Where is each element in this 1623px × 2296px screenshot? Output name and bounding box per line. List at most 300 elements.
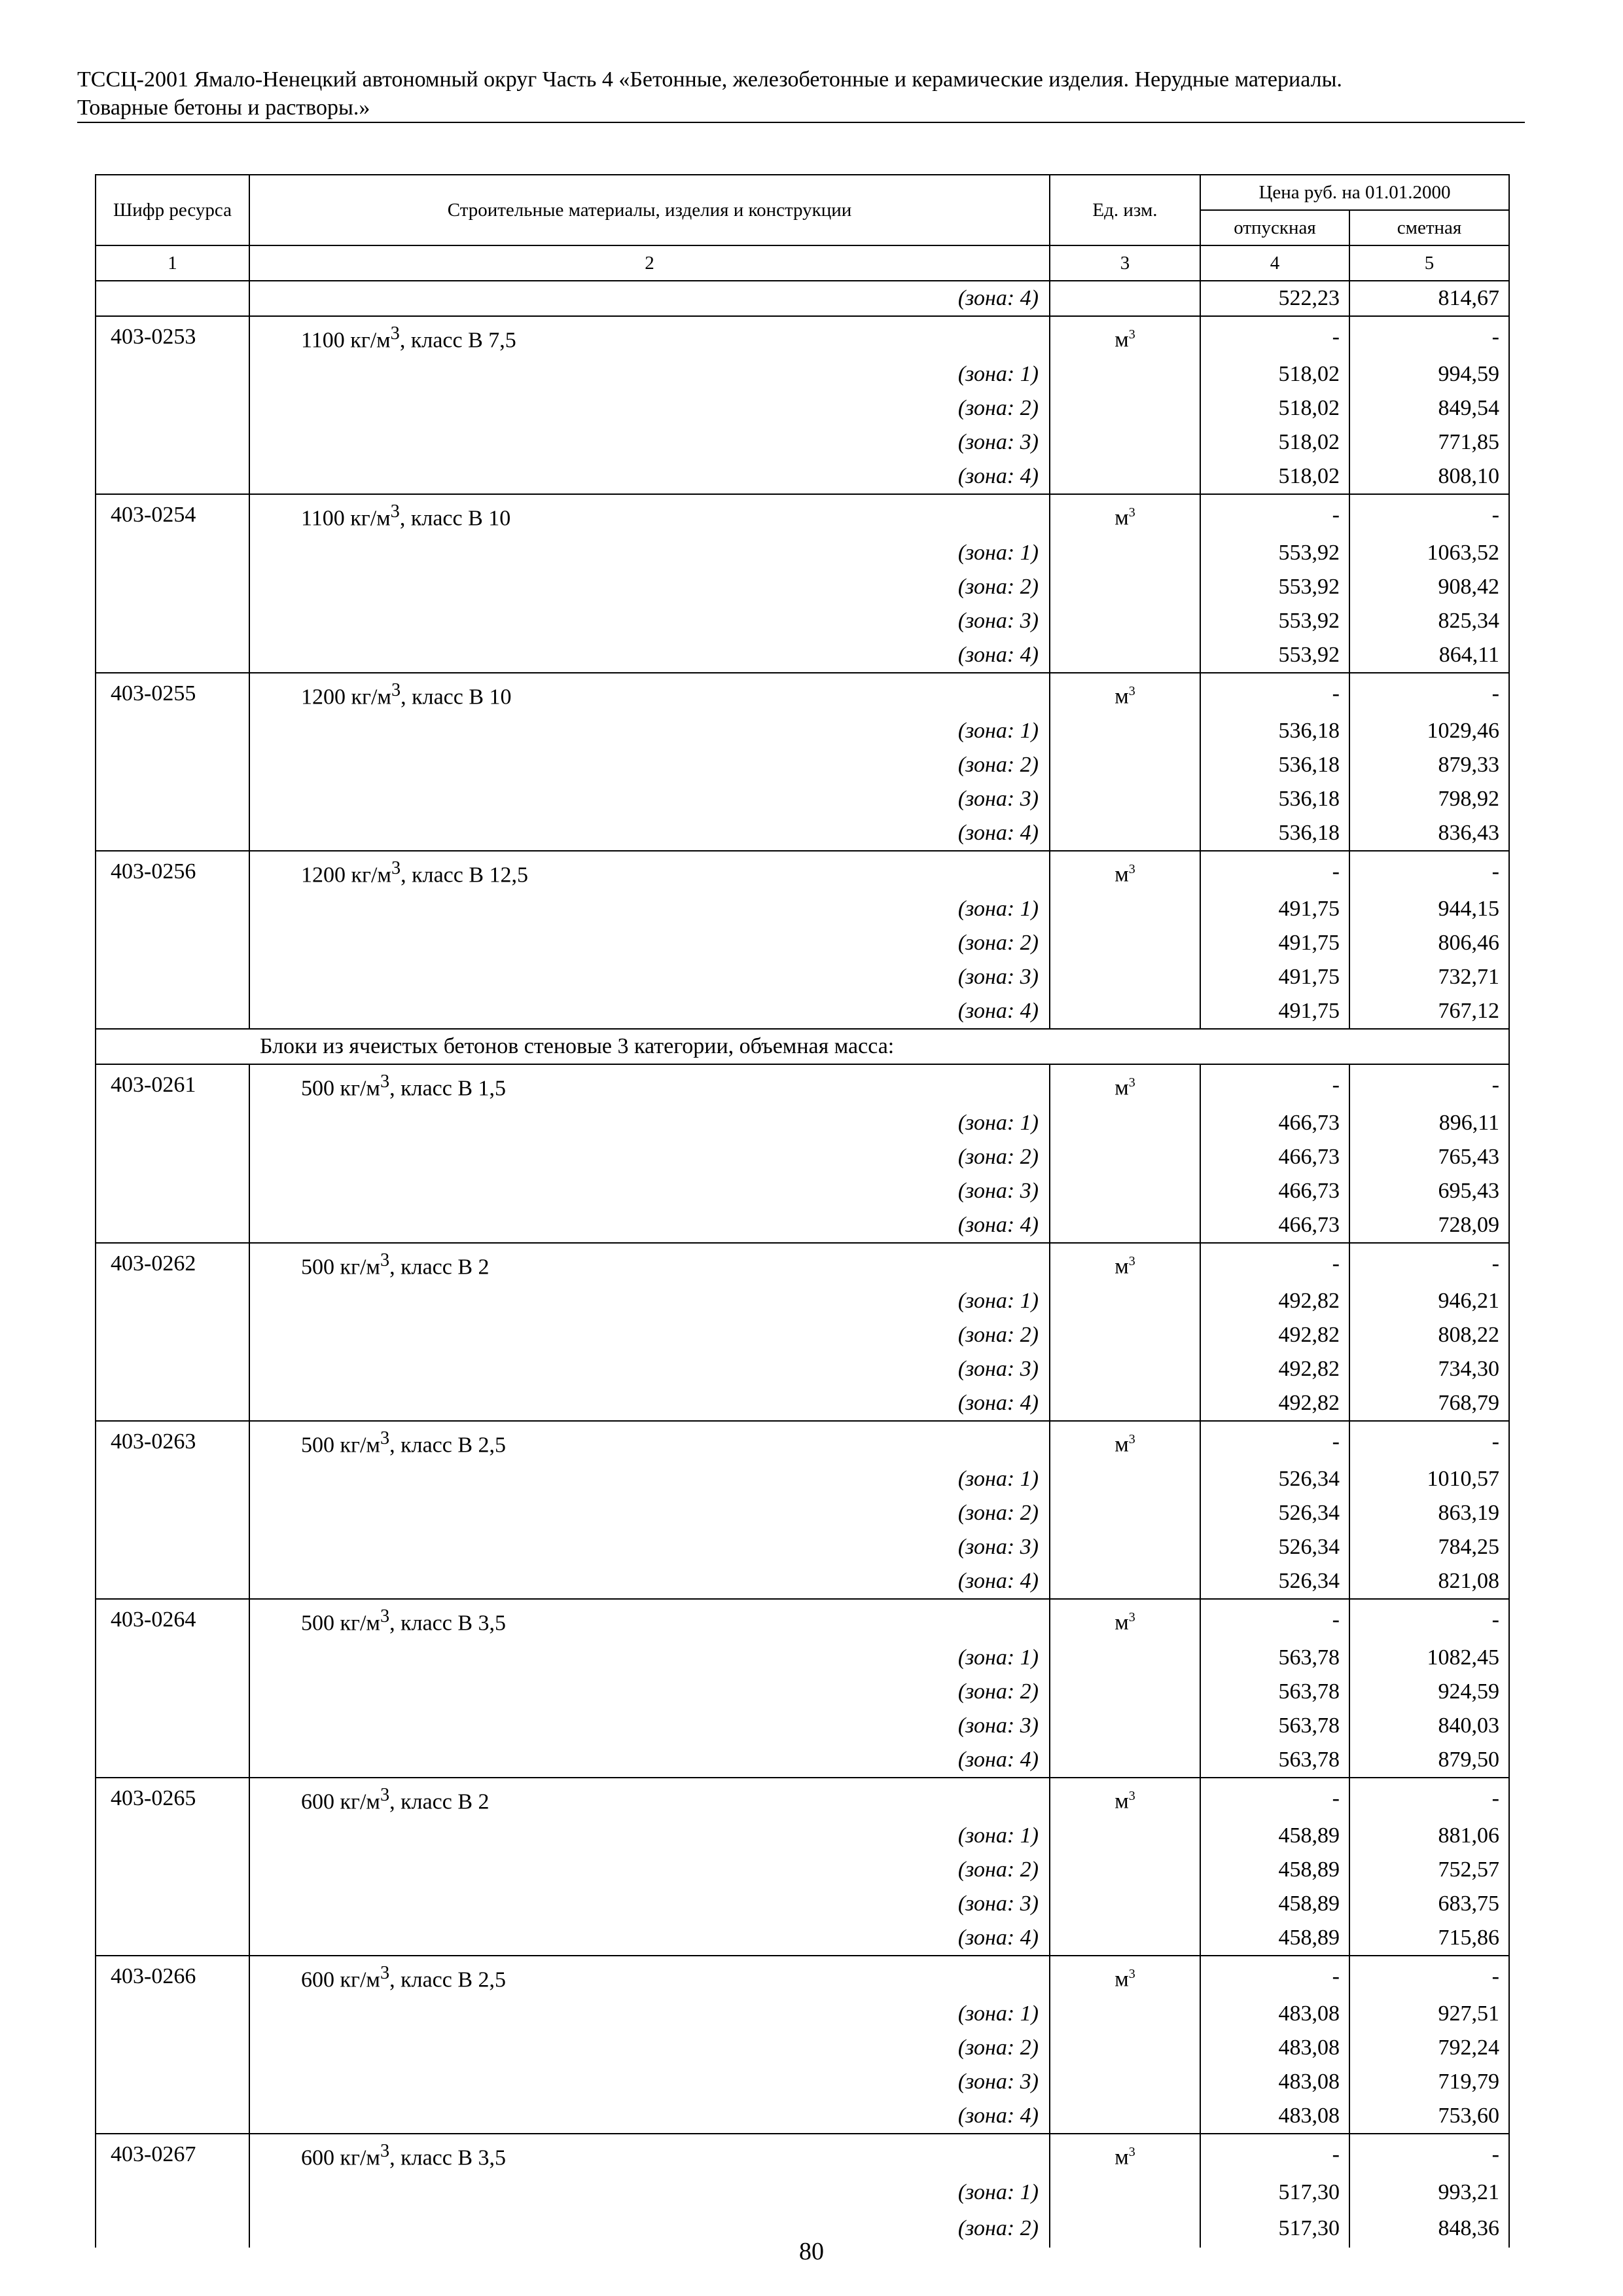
release-price: 458,89 — [1200, 1819, 1349, 1853]
unit-label: м — [1115, 505, 1129, 530]
unit-cell — [1050, 1778, 1200, 1819]
zone-label: (зона: 1) — [249, 536, 1050, 570]
estimate-price: 927,51 — [1349, 1997, 1509, 2031]
material-class: , класс В 10 — [401, 684, 512, 709]
estimate-price: 753,60 — [1349, 2099, 1509, 2134]
material-class: , класс В 1,5 — [389, 1076, 507, 1101]
resource-code: 403-0254 — [96, 494, 249, 535]
zone-row — [96, 391, 1509, 425]
resource-code: 403-0265 — [96, 1778, 249, 1819]
column-number: 5 — [1349, 245, 1509, 281]
zone-label: (зона: 2) — [249, 1318, 1050, 1352]
estimate-price: 765,43 — [1349, 1140, 1509, 1174]
release-price: 518,02 — [1200, 425, 1349, 459]
unit-superscript: 3 — [1128, 1788, 1135, 1803]
release-price: 526,34 — [1200, 1496, 1349, 1530]
zone-row — [96, 2099, 1509, 2134]
unit-superscript: 3 — [1128, 505, 1135, 520]
unit-label: м — [1115, 683, 1129, 708]
col-name-header: Строительные материалы, изделия и конструкции — [249, 175, 1050, 245]
superscript-3: 3 — [380, 1427, 390, 1448]
unit-superscript: 3 — [1128, 1966, 1135, 1981]
release-price: 466,73 — [1200, 1174, 1349, 1208]
release-price: - — [1200, 316, 1349, 357]
estimate-price: 993,21 — [1349, 2176, 1509, 2210]
release-price: 491,75 — [1200, 960, 1349, 994]
zone-label: (зона: 4) — [249, 816, 1050, 851]
zone-row — [96, 1819, 1509, 1853]
material-name — [249, 494, 1050, 535]
estimate-price: 864,11 — [1349, 638, 1509, 673]
resource-code: 403-0262 — [96, 1243, 249, 1284]
release-price: 522,23 — [1200, 281, 1349, 316]
material-name — [249, 1421, 1050, 1462]
estimate-price: 1029,46 — [1349, 714, 1509, 748]
zone-row — [96, 782, 1509, 816]
estimate-price: 825,34 — [1349, 604, 1509, 638]
estimate-price: 732,71 — [1349, 960, 1509, 994]
zone-row — [96, 570, 1509, 604]
estimate-price: - — [1349, 1421, 1509, 1462]
zone-label: (зона: 3) — [249, 1530, 1050, 1564]
release-price: - — [1200, 1956, 1349, 1997]
zone-label: (зона: 3) — [249, 1709, 1050, 1743]
zone-row — [96, 1853, 1509, 1887]
zone-label: (зона: 2) — [249, 748, 1050, 782]
material-name — [249, 1243, 1050, 1284]
zone-label: (зона: 2) — [249, 926, 1050, 960]
release-price: 553,92 — [1200, 604, 1349, 638]
page-number: 80 — [799, 2238, 824, 2265]
superscript-3: 3 — [380, 1606, 390, 1627]
table-row — [96, 316, 1509, 357]
estimate-price: - — [1349, 673, 1509, 714]
superscript-3: 3 — [380, 1071, 390, 1092]
estimate-price: 946,21 — [1349, 1284, 1509, 1318]
unit-superscript: 3 — [1128, 327, 1135, 342]
release-price: 563,78 — [1200, 1743, 1349, 1778]
release-price: - — [1200, 673, 1349, 714]
unit-cell — [1050, 851, 1200, 892]
zone-row — [96, 1530, 1509, 1564]
zone-row — [96, 1174, 1509, 1208]
zone-label: (зона: 3) — [249, 425, 1050, 459]
material-class: , класс В 3,5 — [389, 2145, 507, 2170]
unit-cell — [1050, 1064, 1200, 1105]
release-price: 492,82 — [1200, 1318, 1349, 1352]
resource-code: 403-0261 — [96, 1064, 249, 1105]
release-price: 526,34 — [1200, 1462, 1349, 1496]
unit-superscript: 3 — [1128, 2145, 1135, 2160]
superscript-3: 3 — [390, 323, 400, 344]
release-price: 492,82 — [1200, 1284, 1349, 1318]
estimate-price: 849,54 — [1349, 391, 1509, 425]
estimate-price: - — [1349, 1064, 1509, 1105]
unit-cell — [1050, 1956, 1200, 1997]
material-density: 1100 кг/м — [301, 506, 391, 531]
zone-label: (зона: 3) — [249, 782, 1050, 816]
material-class: , класс В 7,5 — [399, 328, 516, 353]
release-price: - — [1200, 2134, 1349, 2175]
col-price-group-header: Цена руб. на 01.01.2000 — [1200, 175, 1509, 210]
zone-label: (зона: 1) — [249, 1997, 1050, 2031]
material-density: 500 кг/м — [301, 1076, 380, 1101]
zone-label: (зона: 4) — [249, 459, 1050, 494]
zone-label: (зона: 1) — [249, 2176, 1050, 2210]
zone-row — [96, 536, 1509, 570]
release-price: - — [1200, 494, 1349, 535]
estimate-price: 879,50 — [1349, 1743, 1509, 1778]
table-row — [96, 851, 1509, 892]
table-row — [96, 1243, 1509, 1284]
material-class: , класс В 3,5 — [389, 1611, 507, 1636]
release-price: - — [1200, 1064, 1349, 1105]
table-row — [96, 1956, 1509, 1997]
zone-row — [96, 960, 1509, 994]
zone-row — [96, 2031, 1509, 2065]
release-price: 536,18 — [1200, 816, 1349, 851]
zone-label: (зона: 1) — [249, 1462, 1050, 1496]
zone-row — [96, 714, 1509, 748]
zone-row — [96, 425, 1509, 459]
estimate-price: - — [1349, 494, 1509, 535]
estimate-price: 808,10 — [1349, 459, 1509, 494]
release-price: 563,78 — [1200, 1709, 1349, 1743]
estimate-price: 896,11 — [1349, 1106, 1509, 1140]
estimate-price: 771,85 — [1349, 425, 1509, 459]
material-name — [249, 851, 1050, 892]
release-price: 518,02 — [1200, 459, 1349, 494]
estimate-price: 1063,52 — [1349, 536, 1509, 570]
estimate-price: 863,19 — [1349, 1496, 1509, 1530]
zone-row — [96, 1743, 1509, 1778]
estimate-price: 808,22 — [1349, 1318, 1509, 1352]
zone-label: (зона: 1) — [249, 892, 1050, 926]
unit-label: м — [1115, 1075, 1129, 1100]
table-row — [96, 673, 1509, 714]
release-price: - — [1200, 1243, 1349, 1284]
table-row — [96, 1599, 1509, 1640]
zone-label: (зона: 2) — [249, 570, 1050, 604]
zone-label: (зона: 4) — [249, 1921, 1050, 1956]
col-code-header: Шифр ресурса — [96, 175, 249, 245]
zone-row — [96, 1641, 1509, 1675]
release-price: - — [1200, 1421, 1349, 1462]
zone-row — [96, 1386, 1509, 1421]
zone-label: (зона: 1) — [249, 357, 1050, 391]
document-header — [77, 65, 1525, 122]
zone-label: (зона: 4) — [249, 281, 1050, 316]
unit-cell — [1050, 1243, 1200, 1284]
zone-label: (зона: 4) — [249, 1386, 1050, 1421]
superscript-3: 3 — [391, 679, 401, 700]
column-number: 4 — [1200, 245, 1349, 281]
release-price: - — [1200, 1599, 1349, 1640]
col-unit-header: Ед. изм. — [1050, 175, 1200, 245]
release-price: 517,30 — [1200, 2176, 1349, 2210]
release-price: 518,02 — [1200, 357, 1349, 391]
unit-label: м — [1115, 1967, 1129, 1992]
material-name — [249, 1599, 1050, 1640]
estimate-price: 752,57 — [1349, 1853, 1509, 1887]
release-price: - — [1200, 851, 1349, 892]
material-density: 1100 кг/м — [301, 328, 391, 353]
zone-row — [96, 1140, 1509, 1174]
zone-label: (зона: 1) — [249, 1284, 1050, 1318]
release-price: 563,78 — [1200, 1675, 1349, 1709]
unit-label: м — [1115, 2145, 1129, 2170]
release-price: 526,34 — [1200, 1530, 1349, 1564]
table-header-row — [96, 175, 1509, 210]
resource-code: 403-0264 — [96, 1599, 249, 1640]
estimate-price: 924,59 — [1349, 1675, 1509, 1709]
section-title-row — [96, 1029, 1509, 1064]
release-price: 491,75 — [1200, 892, 1349, 926]
unit-label: м — [1115, 1788, 1129, 1813]
resource-code: 403-0267 — [96, 2134, 249, 2175]
release-price: 483,08 — [1200, 2065, 1349, 2099]
estimate-price: 728,09 — [1349, 1208, 1509, 1243]
zone-row — [96, 926, 1509, 960]
estimate-price: 734,30 — [1349, 1352, 1509, 1386]
estimate-price: 683,75 — [1349, 1887, 1509, 1921]
zone-row — [96, 994, 1509, 1029]
material-name — [249, 1778, 1050, 1819]
header-line-2: Товарные бетоны и растворы.» — [77, 96, 370, 120]
estimate-price: - — [1349, 851, 1509, 892]
unit-superscript: 3 — [1128, 1075, 1135, 1090]
superscript-3: 3 — [380, 1784, 390, 1805]
release-price: 536,18 — [1200, 748, 1349, 782]
zone-label: (зона: 4) — [249, 994, 1050, 1029]
resource-code: 403-0266 — [96, 1956, 249, 1997]
continuation-row — [96, 281, 1509, 316]
unit-cell — [1050, 316, 1200, 357]
superscript-3: 3 — [380, 1962, 390, 1983]
zone-label: (зона: 2) — [249, 1496, 1050, 1530]
release-price: 553,92 — [1200, 570, 1349, 604]
release-price: 563,78 — [1200, 1641, 1349, 1675]
unit-label: м — [1115, 862, 1129, 887]
section-title-body — [96, 1029, 1509, 1064]
zone-label: (зона: 3) — [249, 960, 1050, 994]
zone-row — [96, 1284, 1509, 1318]
release-price: 492,82 — [1200, 1352, 1349, 1386]
zone-label: (зона: 3) — [249, 1174, 1050, 1208]
unit-cell — [1050, 1599, 1200, 1640]
material-name — [249, 2134, 1050, 2175]
material-class: , класс В 10 — [399, 506, 511, 531]
release-price: 466,73 — [1200, 1106, 1349, 1140]
estimate-price: 719,79 — [1349, 2065, 1509, 2099]
resource-code: 403-0253 — [96, 316, 249, 357]
material-density: 600 кг/м — [301, 2145, 380, 2170]
superscript-3: 3 — [380, 2141, 390, 2162]
release-price: - — [1200, 1778, 1349, 1819]
material-class: , класс В 2,5 — [389, 1433, 507, 1458]
zone-row — [96, 748, 1509, 782]
zone-row — [96, 1318, 1509, 1352]
material-class: , класс В 12,5 — [401, 863, 529, 888]
table-body-lower — [96, 1064, 1509, 2247]
estimate-price: 821,08 — [1349, 1564, 1509, 1599]
release-price: 517,30 — [1200, 2210, 1349, 2248]
release-price: 491,75 — [1200, 994, 1349, 1029]
material-density: 500 кг/м — [301, 1433, 380, 1458]
release-price: 526,34 — [1200, 1564, 1349, 1599]
zone-row — [96, 459, 1509, 494]
material-density: 1200 кг/м — [301, 684, 391, 709]
section-title: Блоки из ячеистых бетонов стеновые 3 категории, объемная масса: — [96, 1029, 1509, 1064]
material-density: 1200 кг/м — [301, 863, 391, 888]
release-price: 536,18 — [1200, 714, 1349, 748]
material-density: 600 кг/м — [301, 1789, 380, 1814]
material-name — [249, 1956, 1050, 1997]
zone-label: (зона: 2) — [249, 1675, 1050, 1709]
unit-label: м — [1115, 1432, 1129, 1457]
material-name — [249, 1064, 1050, 1105]
material-class: , класс В 2,5 — [389, 1967, 507, 1992]
estimate-price: - — [1349, 1243, 1509, 1284]
estimate-price: 908,42 — [1349, 570, 1509, 604]
table-row — [96, 494, 1509, 535]
zone-row — [96, 1887, 1509, 1921]
zone-row — [96, 2065, 1509, 2099]
unit-superscript: 3 — [1128, 1610, 1135, 1625]
estimate-price: - — [1349, 2134, 1509, 2175]
zone-row — [96, 1675, 1509, 1709]
table-row — [96, 1778, 1509, 1819]
estimate-price: 695,43 — [1349, 1174, 1509, 1208]
release-price: 466,73 — [1200, 1140, 1349, 1174]
zone-row — [96, 638, 1509, 673]
column-numbers-row — [96, 245, 1509, 281]
column-number: 1 — [96, 245, 249, 281]
release-price: 553,92 — [1200, 638, 1349, 673]
zone-row — [96, 1564, 1509, 1599]
estimate-price: 768,79 — [1349, 1386, 1509, 1421]
zone-row — [96, 604, 1509, 638]
estimate-price: - — [1349, 1599, 1509, 1640]
unit-superscript: 3 — [1128, 1253, 1135, 1268]
zone-label: (зона: 2) — [249, 2210, 1050, 2248]
estimate-price: 767,12 — [1349, 994, 1509, 1029]
release-price: 483,08 — [1200, 2099, 1349, 2134]
zone-row — [96, 1208, 1509, 1243]
estimate-price: 1010,57 — [1349, 1462, 1509, 1496]
unit-label: м — [1115, 327, 1129, 352]
material-density: 600 кг/м — [301, 1967, 380, 1992]
zone-label: (зона: 3) — [249, 2065, 1050, 2099]
unit-cell — [1050, 1421, 1200, 1462]
col-release-header: отпускная — [1200, 210, 1349, 245]
material-name — [249, 316, 1050, 357]
resource-code: 403-0255 — [96, 673, 249, 714]
estimate-price: 848,36 — [1349, 2210, 1509, 2248]
table-row — [96, 1421, 1509, 1462]
resource-code: 403-0263 — [96, 1421, 249, 1462]
superscript-3: 3 — [391, 857, 401, 878]
estimate-price: 814,67 — [1349, 281, 1509, 316]
release-price: 536,18 — [1200, 782, 1349, 816]
release-price: 466,73 — [1200, 1208, 1349, 1243]
zone-row — [96, 892, 1509, 926]
zone-row — [96, 1352, 1509, 1386]
column-number: 2 — [249, 245, 1050, 281]
zone-label: (зона: 1) — [249, 1819, 1050, 1853]
zone-label: (зона: 3) — [249, 1887, 1050, 1921]
zone-label: (зона: 4) — [249, 1208, 1050, 1243]
unit-superscript: 3 — [1128, 683, 1135, 698]
material-density: 500 кг/м — [301, 1611, 380, 1636]
zone-label: (зона: 1) — [249, 1641, 1050, 1675]
estimate-price: 994,59 — [1349, 357, 1509, 391]
zone-label: (зона: 3) — [249, 604, 1050, 638]
zone-label: (зона: 1) — [249, 714, 1050, 748]
zone-label: (зона: 2) — [249, 2031, 1050, 2065]
unit-superscript: 3 — [1128, 861, 1135, 876]
estimate-price: 715,86 — [1349, 1921, 1509, 1956]
estimate-price: 881,06 — [1349, 1819, 1509, 1853]
zone-row — [96, 1921, 1509, 1956]
resource-code: 403-0256 — [96, 851, 249, 892]
superscript-3: 3 — [380, 1249, 390, 1270]
estimate-price: 879,33 — [1349, 748, 1509, 782]
release-price: 458,89 — [1200, 1921, 1349, 1956]
price-table — [95, 174, 1510, 2248]
zone-row — [96, 1106, 1509, 1140]
estimate-price: 836,43 — [1349, 816, 1509, 851]
zone-row — [96, 2176, 1509, 2210]
release-price: 491,75 — [1200, 926, 1349, 960]
table-row — [96, 2134, 1509, 2175]
estimate-price: - — [1349, 1956, 1509, 1997]
estimate-price: - — [1349, 316, 1509, 357]
release-price: 458,89 — [1200, 1853, 1349, 1887]
zone-label: (зона: 2) — [249, 1140, 1050, 1174]
unit-label: м — [1115, 1610, 1129, 1635]
estimate-price: 944,15 — [1349, 892, 1509, 926]
unit-superscript: 3 — [1128, 1431, 1135, 1446]
release-price: 518,02 — [1200, 391, 1349, 425]
unit-label: м — [1115, 1253, 1129, 1278]
zone-row — [96, 816, 1509, 851]
header-line-1: ТССЦ-2001 Ямало-Ненецкий автономный округ Часть 4 «Бетонные, железобетонные и керамические изделия. Нерудные материалы. — [77, 67, 1342, 92]
zone-label: (зона: 4) — [249, 2099, 1050, 2134]
table-body-upper — [96, 281, 1509, 1029]
col-estimate-header: сметная — [1349, 210, 1509, 245]
zone-row — [96, 1496, 1509, 1530]
unit-cell — [1050, 673, 1200, 714]
release-price: 458,89 — [1200, 1887, 1349, 1921]
zone-row — [96, 1709, 1509, 1743]
zone-label: (зона: 2) — [249, 1853, 1050, 1887]
table-row — [96, 1064, 1509, 1105]
zone-row — [96, 357, 1509, 391]
estimate-price: 840,03 — [1349, 1709, 1509, 1743]
material-class: , класс В 2 — [389, 1789, 490, 1814]
material-density: 500 кг/м — [301, 1254, 380, 1279]
estimate-price: - — [1349, 1778, 1509, 1819]
material-name — [249, 673, 1050, 714]
zone-label: (зона: 4) — [249, 1564, 1050, 1599]
material-class: , класс В 2 — [389, 1254, 490, 1279]
release-price: 553,92 — [1200, 536, 1349, 570]
zone-label: (зона: 2) — [249, 391, 1050, 425]
zone-label: (зона: 4) — [249, 638, 1050, 673]
zone-label: (зона: 3) — [249, 1352, 1050, 1386]
zone-row — [96, 1462, 1509, 1496]
